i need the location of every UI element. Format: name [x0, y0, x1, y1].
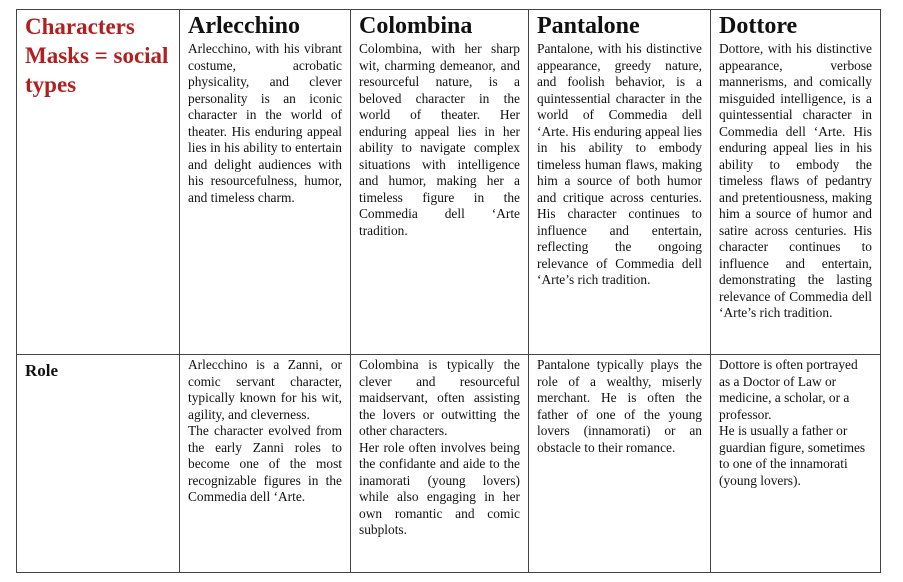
role-paragraph: Pantalone typically plays the role of a wealthy, miserly merchant. He is often the father of one of the young lovers (innamorati) or an obstacle to their romance.	[537, 357, 702, 455]
cell-arlecchino-description	[180, 10, 351, 355]
role-paragraph: Her role often involves being the confidante and aide to the inamorati (young lovers) while also engaging in her own romantic and comic subplots.	[359, 439, 520, 537]
row-label-role: Role	[25, 361, 59, 380]
role-paragraph: The character evolved from the early Zanni roles to become one of the most recognizable figures in the Commedia dell ‘Arte.	[188, 423, 342, 504]
corner-label: Characters Masks = social types	[17, 10, 180, 355]
table-row-description	[17, 10, 881, 355]
cell-dottore-description	[711, 10, 881, 355]
role-text	[537, 357, 702, 456]
description-text: Colombina, with her sharp wit, charming demeanor, and resourceful nature, is a beloved character in the world of theater. Her enduring appeal lies in her ability to navigate complex situations with intelligence and humor, making her a timeless figure in the Commedia dell ‘Arte tradition.	[359, 41, 520, 238]
column-heading-arlecchino: Arlecchino	[188, 13, 300, 39]
role-paragraph: He is usually a father or guardian figure, sometimes to one of the innamorati (young lovers).	[719, 423, 866, 488]
cell-colombina-role	[351, 355, 529, 573]
table-row-role	[17, 355, 881, 573]
cell-colombina-description	[351, 10, 529, 355]
description-text: Dottore, with his distinctive appearance, verbose mannerisms, and comically misguided intelligence, is a quintessential character in Commedia dell ‘Arte. His enduring appeal lies in his ability to embody the timeless flaws of pedantry and pretentiousness, making him a source of humor and satire across centuries. His character continues to influence and entertain, demonstrating the lasting relevance of Commedia dell ‘Arte’s rich tradition.	[719, 41, 872, 320]
description-text: Arlecchino, with his vibrant costume, acrobatic physicality, and clever personality is an iconic character in the world of theater. His enduring appeal lies in his ability to entertain and delight audiences with his resourcefulness, humor, and timeless charm.	[188, 41, 342, 205]
cell-pantalone-role	[529, 355, 711, 573]
cell-pantalone-description	[529, 10, 711, 355]
characters-table	[16, 9, 881, 573]
description-text: Pantalone, with his distinctive appearance, greedy nature, and foolish behavior, is a quintessential character in the world of Commedia dell ‘Arte. His enduring appeal lies in his ability to embody timeless human flaws, making him a source of both humor and critique across centuries. His character continues to influence and entertain, reflecting the ongoing relevance of Commedia dell ‘Arte’s rich tradition.	[537, 41, 702, 287]
cell-arlecchino-role	[180, 355, 351, 573]
column-heading-pantalone: Pantalone	[537, 13, 640, 39]
cell-dottore-role	[711, 355, 881, 573]
role-paragraph: Dottore is often portrayed as a Doctor of Law or medicine, a scholar, or a professor.	[719, 357, 858, 422]
role-text	[188, 357, 342, 506]
row-label-cell	[17, 355, 180, 573]
column-heading-colombina: Colombina	[359, 13, 473, 39]
role-text	[719, 357, 872, 489]
role-text	[359, 357, 520, 539]
column-heading-dottore: Dottore	[719, 13, 798, 39]
role-paragraph: Arlecchino is a Zanni, or comic servant character, typically known for his wit, agility, and cleverness.	[188, 357, 342, 422]
role-paragraph: Colombina is typically the clever and resourceful maidservant, often assisting the lovers or outwitting the other characters.	[359, 357, 520, 438]
